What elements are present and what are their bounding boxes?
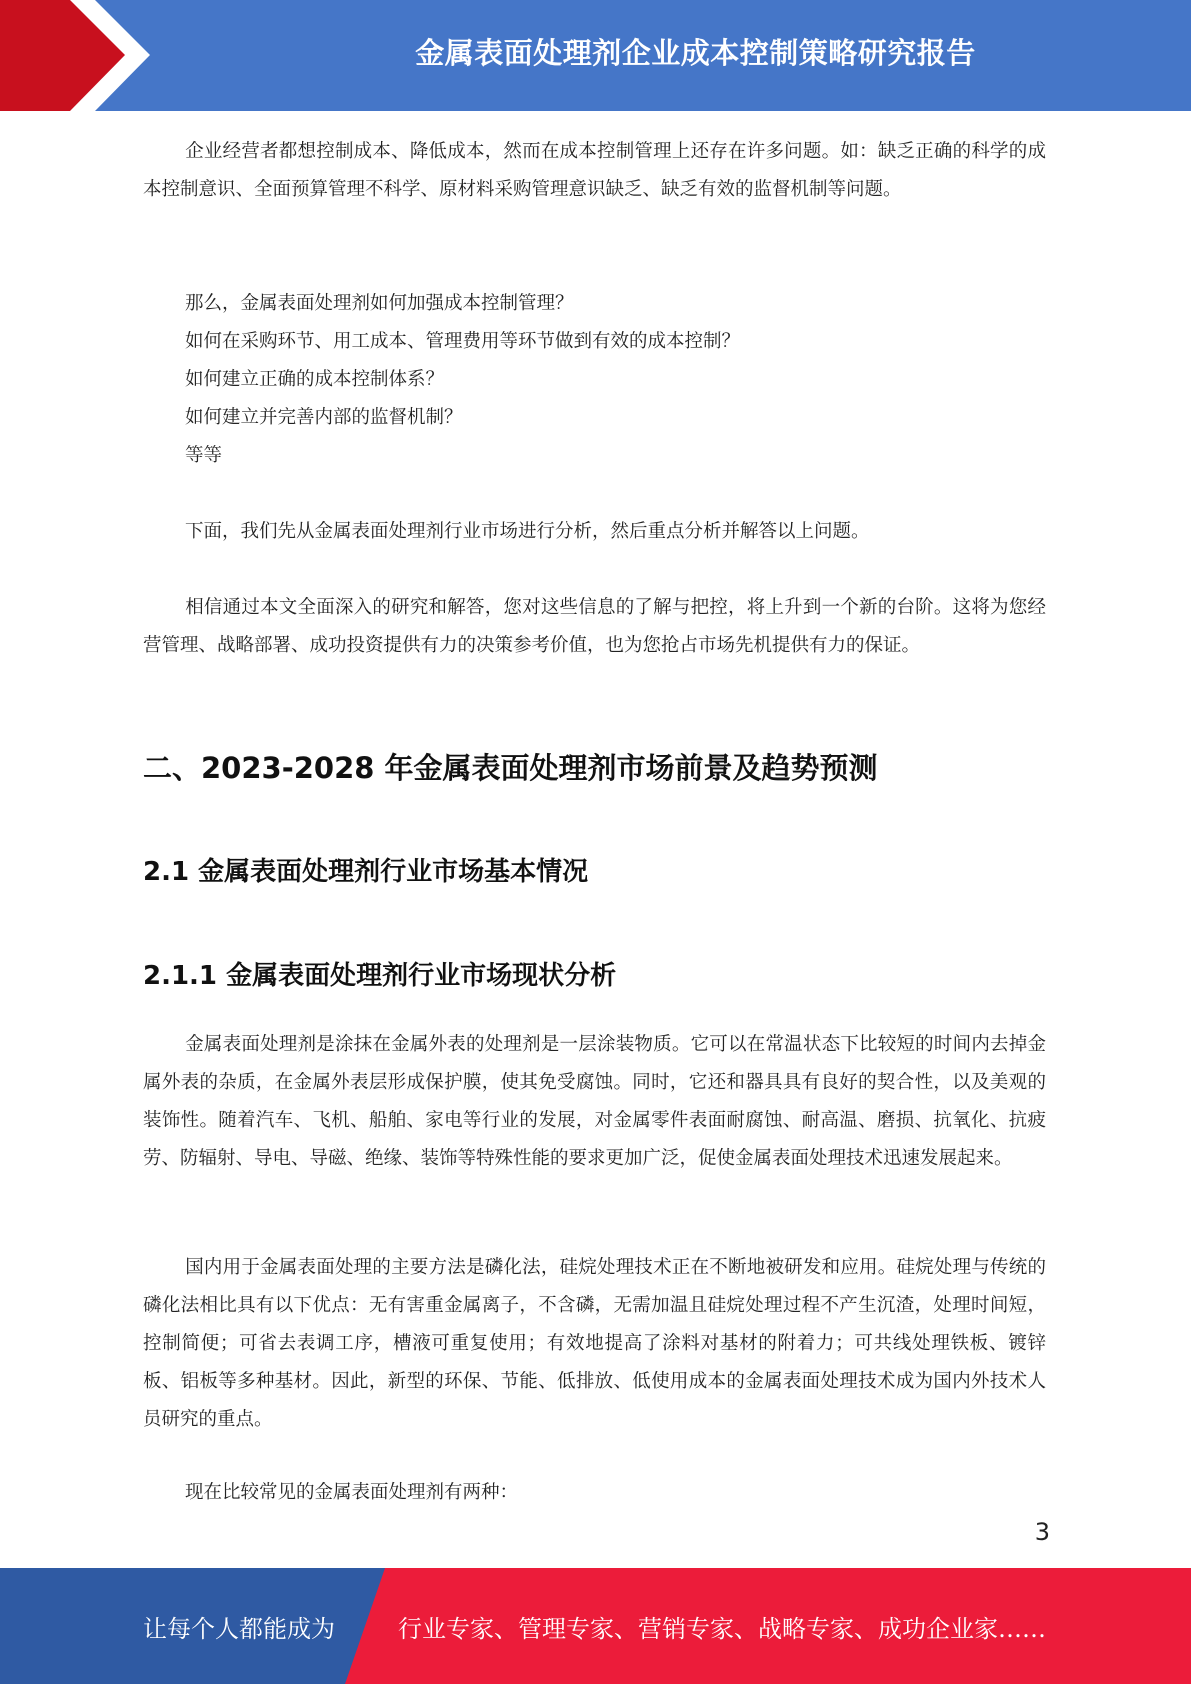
section-paragraph-3: 现在比较常见的金属表面处理剂有两种：: [185, 1482, 519, 1503]
question-4: 如何建立并完善内部的监督机制？: [185, 407, 463, 428]
section-paragraph-1: 金属表面处理剂是涂抹在金属外表的处理剂是一层涂装物质。它可以在常温状态下比较短的时间内去掉金属外表的杂质，在金属外表层形成保护膜，使其免受腐蚀。同时，它还和器具具有良好的契合性，以及美观的装饰性。随着汽车、飞机、船舶、家电等行业的发展，对金属零件表面耐腐蚀、耐高温、磨损、抗氧化、抗疲劳、防辐射、导电、导磁、绝缘、装饰等特殊性能的要求更加广泛，促使金属表面处理技术迅速发展起来。: [143, 1034, 1046, 1169]
page-footer: [0, 1568, 1191, 1684]
page-header: [0, 0, 1191, 111]
intro-paragraph-2: 下面，我们先从金属表面处理剂行业市场进行分析，然后重点分析并解答以上问题。: [185, 521, 870, 542]
section-2-1-heading: 2.1 金属表面处理剂行业市场基本情况: [143, 857, 589, 887]
section-2-heading: 二、2023-2028 年金属表面处理剂市场前景及趋势预测: [143, 751, 878, 785]
section-2-1-1-heading: 2.1.1 金属表面处理剂行业市场现状分析: [143, 961, 617, 991]
intro-paragraph-3: 相信通过本文全面深入的研究和解答，您对这些信息的了解与把控，将上升到一个新的台阶。这将为您经营管理、战略部署、成功投资提供有力的决策参考价值，也为您抢占市场先机提供有力的保证。: [143, 597, 1046, 656]
header-title: 金属表面处理剂企业成本控制策略研究报告: [415, 35, 976, 70]
intro-paragraph-1: 企业经营者都想控制成本、降低成本，然而在成本控制管理上还存在许多问题。如：缺乏正确的科学的成本控制意识、全面预算管理不科学、原材料采购管理意识缺乏、缺乏有效的监督机制等问题。: [143, 141, 1046, 200]
question-2: 如何在采购环节、用工成本、管理费用等环节做到有效的成本控制？: [185, 331, 741, 352]
footer-slogan-left: 让每个人都能成为: [143, 1614, 335, 1643]
page-number: 3: [1034, 1518, 1050, 1546]
section-paragraph-2: 国内用于金属表面处理的主要方法是磷化法，硅烷处理技术正在不断地被研发和应用。硅烷处理与传统的磷化法相比具有以下优点：无有害重金属离子，不含磷，无需加温且硅烷处理过程不产生沉渣，处理时间短，控制简便；可省去表调工序，槽液可重复使用；有效地提高了涂料对基材的附着力；可共线处理铁板、镀锌板、铝板等多种基材。因此，新型的环保、节能、低排放、低使用成本的金属表面处理技术成为国内外技术人员研究的重点。: [143, 1257, 1046, 1430]
question-5: 等等: [185, 445, 223, 466]
footer-slogan-right: 行业专家、管理专家、营销专家、战略专家、成功企业家……: [398, 1614, 1046, 1643]
question-3: 如何建立正确的成本控制体系？: [185, 369, 445, 390]
question-1: 那么，金属表面处理剂如何加强成本控制管理？: [185, 293, 574, 314]
